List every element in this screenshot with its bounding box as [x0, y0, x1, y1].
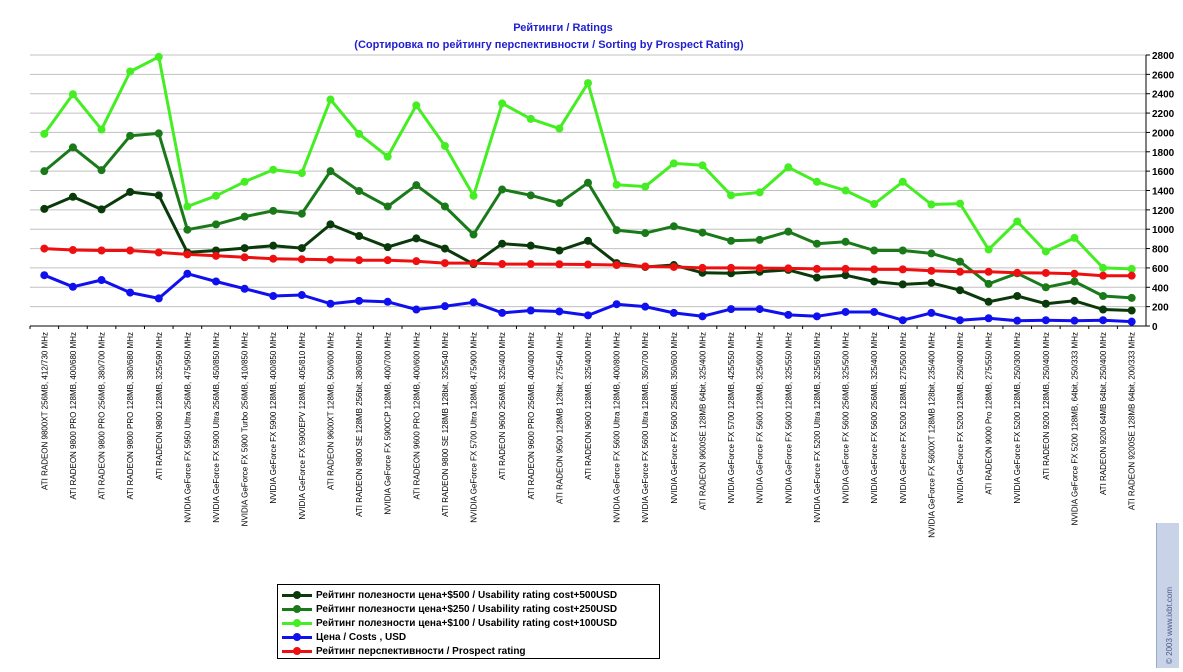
x-category-label: ATI RADEON 9600 128MB, 325/400 MHz: [584, 332, 593, 480]
data-point: [355, 187, 363, 195]
data-point: [441, 245, 449, 253]
data-point: [1099, 264, 1107, 272]
x-category-label: NVIDIA GeForce FX 5900 Turbo 256MB, 410/850 MHz: [240, 332, 250, 527]
data-point: [1042, 269, 1050, 277]
data-point: [441, 302, 449, 310]
data-point: [1042, 316, 1050, 324]
x-category-label: ATI RADEON 9200SE 128MB 64bit, 200/333 MHz: [1127, 332, 1137, 511]
x-category-label: ATI RADEON 9800XT 256MB, 412/730 MHz: [40, 332, 50, 490]
data-point: [985, 280, 993, 288]
data-point: [927, 279, 935, 287]
data-point: [899, 316, 907, 324]
data-point: [842, 308, 850, 316]
data-point: [183, 270, 191, 278]
legend-swatch: [282, 646, 312, 656]
data-point: [555, 307, 563, 315]
data-point: [985, 314, 993, 322]
data-point: [126, 67, 134, 75]
x-axis-categories: [30, 326, 1137, 538]
data-point: [155, 129, 163, 137]
data-point: [899, 247, 907, 255]
x-category-label: ATI RADEON 9800 PRO 128MB, 380/680 MHz: [126, 332, 136, 500]
data-point: [1013, 292, 1021, 300]
data-point: [384, 298, 392, 306]
x-category-label: ATI RADEON 9200 128MB, 250/400 MHz: [1041, 332, 1051, 480]
data-point: [641, 262, 649, 270]
data-point: [813, 178, 821, 186]
data-point: [527, 115, 535, 123]
data-point: [155, 294, 163, 302]
data-point: [69, 143, 77, 151]
data-point: [1070, 297, 1078, 305]
data-point: [584, 179, 592, 187]
x-category-label: NVIDIA GeForce FX 5200 Ultra 128MB, 325/650 MHz: [812, 332, 822, 523]
data-point: [40, 130, 48, 138]
x-category-label: ATI RADEON 9800 PRO 256MB, 380/700 MHz: [97, 332, 107, 500]
data-point: [842, 238, 850, 246]
legend-item: [282, 602, 655, 616]
data-point: [727, 237, 735, 245]
data-point: [98, 205, 106, 213]
data-point: [698, 312, 706, 320]
y-tick-label: 800: [1152, 244, 1169, 256]
data-point: [899, 280, 907, 288]
data-point: [126, 188, 134, 196]
data-point: [899, 265, 907, 273]
data-point: [269, 207, 277, 215]
data-point: [698, 264, 706, 272]
data-point: [212, 192, 220, 200]
data-point: [498, 240, 506, 248]
data-point: [756, 305, 764, 313]
data-point: [355, 232, 363, 240]
data-point: [98, 247, 106, 255]
data-point: [670, 263, 678, 271]
series-0: [40, 188, 1135, 315]
data-point: [1099, 292, 1107, 300]
data-point: [69, 193, 77, 201]
data-point: [241, 178, 249, 186]
data-point: [212, 252, 220, 260]
legend-label: Рейтинг перспективности / Prospect rating: [316, 645, 526, 657]
data-point: [1099, 306, 1107, 314]
x-category-label: NVIDIA GeForce FX 5900EPV 128MB, 405/810 MHz: [297, 332, 307, 520]
data-point: [756, 188, 764, 196]
legend-label: Рейтинг полезности цена+$250 / Usability rating cost+250USD: [316, 603, 618, 615]
legend-label: Рейтинг полезности цена+$100 / Usability rating cost+100USD: [316, 617, 618, 629]
data-point: [40, 205, 48, 213]
data-point: [1013, 317, 1021, 325]
legend-swatch: [282, 590, 312, 600]
legend-label: Цена / Costs , USD: [316, 631, 407, 643]
legend-label: Рейтинг полезности цена+$500 / Usability rating cost+500USD: [316, 589, 618, 601]
legend-swatch: [282, 618, 312, 628]
data-point: [40, 245, 48, 253]
data-point: [1070, 234, 1078, 242]
data-point: [584, 237, 592, 245]
data-point: [40, 167, 48, 175]
data-point: [441, 142, 449, 150]
x-category-label: ATI RADEON 9800 PRO 128MB, 400/680 MHz: [68, 332, 78, 500]
y-tick-label: 2600: [1152, 70, 1175, 82]
data-point: [784, 163, 792, 171]
y-tick-label: 2800: [1152, 51, 1175, 62]
data-point: [1013, 269, 1021, 277]
data-point: [183, 226, 191, 234]
legend-swatch: [282, 604, 312, 614]
data-point: [212, 277, 220, 285]
data-point: [756, 264, 764, 272]
data-point: [241, 244, 249, 252]
data-point: [784, 311, 792, 319]
y-tick-label: 400: [1152, 283, 1169, 295]
data-point: [527, 242, 535, 250]
data-point: [870, 265, 878, 273]
y-tick-label: 1000: [1152, 225, 1175, 237]
series-1: [40, 129, 1135, 302]
data-point: [784, 264, 792, 272]
data-point: [384, 256, 392, 264]
data-point: [927, 309, 935, 317]
x-category-label: ATI RADEON 9600 256MB, 325/400 MHz: [498, 331, 508, 480]
legend-swatch: [282, 632, 312, 642]
data-point: [98, 166, 106, 174]
data-point: [927, 201, 935, 209]
data-point: [870, 247, 878, 255]
x-category-label: ATI RADEON 9000 Pro 128MB, 275/550 MHz: [984, 332, 994, 495]
data-point: [584, 261, 592, 269]
data-point: [269, 292, 277, 300]
data-point: [613, 300, 621, 308]
legend-item: [282, 644, 655, 658]
data-point: [183, 250, 191, 258]
x-category-label: ATI RADEON 9800 SE 128MB 128bit, 325/540 MHz: [440, 332, 450, 517]
data-point: [269, 255, 277, 263]
data-point: [527, 260, 535, 268]
data-point: [69, 246, 77, 254]
x-category-label: ATI RADEON 9600XT 128MB, 500/600 MHz: [326, 332, 336, 490]
data-point: [498, 186, 506, 194]
data-point: [412, 181, 420, 189]
data-point: [584, 79, 592, 87]
y-tick-label: 0: [1152, 322, 1158, 333]
x-category-label: NVIDIA GeForce FX 5600 128MB, 325/600 MHz: [755, 332, 765, 504]
data-point: [69, 283, 77, 291]
y-tick-label: 600: [1152, 263, 1169, 275]
series-3: [40, 270, 1135, 326]
data-point: [470, 298, 478, 306]
data-point: [1042, 300, 1050, 308]
data-point: [155, 53, 163, 61]
data-point: [412, 101, 420, 109]
data-point: [441, 259, 449, 267]
data-point: [298, 169, 306, 177]
data-point: [641, 183, 649, 191]
x-category-label: NVIDIA GeForce FX 5600 256MB, 325/500 MHz: [841, 332, 851, 504]
data-point: [555, 125, 563, 133]
data-point: [870, 200, 878, 208]
data-point: [842, 265, 850, 273]
chart-title: Рейтинги / Ratings: [513, 22, 613, 34]
x-category-label: ATI RADEON 9800 SE 128MB 256bit, 380/680 MHz: [355, 331, 365, 517]
data-point: [641, 229, 649, 237]
data-point: [470, 192, 478, 200]
data-point: [69, 90, 77, 98]
data-point: [784, 228, 792, 236]
y-axis-ticks: [1146, 51, 1175, 333]
data-point: [613, 181, 621, 189]
data-point: [727, 305, 735, 313]
data-point: [355, 130, 363, 138]
y-tick-label: 1600: [1152, 167, 1175, 179]
data-point: [1099, 272, 1107, 280]
x-category-label: ATI RADEON 9600SE 128MB 64bit, 325/400 MHz: [698, 332, 708, 511]
data-point: [727, 191, 735, 199]
y-tick-label: 1200: [1152, 205, 1175, 217]
chart-subtitle: (Сортировка по рейтингу перспективности / Sorting by Prospect Rating): [354, 39, 744, 51]
data-point: [1070, 317, 1078, 325]
data-point: [470, 231, 478, 239]
data-point: [298, 291, 306, 299]
data-point: [241, 285, 249, 293]
x-category-label: NVIDIA GeForce FX 5700 128MB, 425/550 MHz: [727, 332, 737, 504]
x-category-label: ATI RADEON 9200 64MB 64bit, 250/400 MHz: [1099, 332, 1109, 496]
y-tick-label: 2200: [1152, 109, 1175, 121]
legend-item: [282, 630, 655, 644]
data-point: [498, 309, 506, 317]
data-point: [756, 236, 764, 244]
y-tick-label: 2400: [1152, 89, 1175, 101]
data-point: [384, 202, 392, 210]
data-point: [384, 243, 392, 251]
data-point: [927, 267, 935, 275]
data-point: [126, 132, 134, 140]
y-tick-label: 1800: [1152, 147, 1175, 159]
data-point: [1042, 247, 1050, 255]
x-category-label: ATI RADEON 9600 PRO 256MB, 400/400 MHz: [526, 332, 536, 500]
data-point: [956, 268, 964, 276]
data-point: [155, 191, 163, 199]
data-point: [527, 307, 535, 315]
data-point: [555, 247, 563, 255]
data-point: [470, 259, 478, 267]
data-point: [241, 213, 249, 221]
data-point: [670, 159, 678, 167]
watermark-text: © 2003 www.ixbt.com: [1165, 586, 1174, 664]
x-category-label: NVIDIA GeForce FX 5200 128MB, 275/500 MHz: [898, 332, 908, 504]
data-point: [698, 161, 706, 169]
data-point: [384, 153, 392, 161]
x-category-label: ATI RADEON 9600 PRO 128MB, 400/600 MHz: [412, 332, 422, 500]
data-point: [870, 308, 878, 316]
data-point: [813, 265, 821, 273]
data-point: [298, 210, 306, 218]
data-point: [584, 311, 592, 319]
data-point: [956, 258, 964, 266]
data-point: [813, 312, 821, 320]
x-category-label: NVIDIA GeForce FX 5600 256MB, 350/600 MHz: [669, 332, 679, 504]
data-point: [412, 306, 420, 314]
x-category-label: NVIDIA GeForce FX 5600 Ultra 128MB, 400/800 MHz: [612, 332, 622, 523]
x-category-label: NVIDIA GeForce FX 5600 128MB, 325/550 MHz: [784, 332, 794, 504]
data-point: [269, 242, 277, 250]
data-point: [613, 261, 621, 269]
x-category-label: NVIDIA GeForce FX 5200 128MB, 250/300 MHz: [1013, 331, 1023, 504]
data-point: [1128, 307, 1136, 315]
data-point: [927, 249, 935, 257]
x-category-label: NVIDIA GeForce FX 5600XT 128MB 128bit, 235/400 MHz: [927, 332, 937, 538]
data-point: [298, 244, 306, 252]
data-point: [1128, 272, 1136, 280]
data-point: [956, 200, 964, 208]
data-point: [412, 234, 420, 242]
data-point: [326, 96, 334, 104]
data-point: [813, 240, 821, 248]
x-category-label: NVIDIA GeForce FX 5200 128MB, 64bit, 250/333 MHz: [1070, 332, 1080, 526]
data-point: [555, 260, 563, 268]
data-point: [355, 256, 363, 264]
data-point: [670, 222, 678, 230]
data-point: [326, 167, 334, 175]
data-point: [269, 166, 277, 174]
x-category-label: NVIDIA GeForce FX 5950 Ultra 256MB, 475/950 MHz: [183, 332, 193, 523]
data-point: [1128, 294, 1136, 302]
x-category-label: NVIDIA GeForce FX 5900CP 128MB, 400/700 MHz: [383, 332, 393, 515]
data-point: [98, 276, 106, 284]
data-point: [1099, 316, 1107, 324]
data-point: [412, 257, 420, 265]
x-category-label: NVIDIA GeForce FX 5200 128MB, 250/400 MHz: [956, 332, 965, 504]
x-category-label: NVIDIA GeForce FX 5700 Ultra 128MB, 475/900 MHz: [469, 332, 479, 523]
data-point: [956, 316, 964, 324]
data-point: [1013, 217, 1021, 225]
data-point: [498, 260, 506, 268]
data-point: [670, 309, 678, 317]
watermark: [1156, 523, 1179, 668]
data-point: [298, 255, 306, 263]
data-point: [870, 277, 878, 285]
data-point: [1042, 283, 1050, 291]
data-point: [441, 202, 449, 210]
legend-item: [282, 588, 655, 602]
data-point: [555, 199, 563, 207]
data-point: [641, 303, 649, 311]
data-point: [985, 268, 993, 276]
x-category-label: ATI RADEON 9800 128MB, 325/590 MHz: [154, 332, 164, 480]
data-point: [1128, 318, 1136, 326]
data-point: [527, 191, 535, 199]
y-tick-label: 1400: [1152, 186, 1175, 198]
gridlines: [30, 55, 1146, 326]
data-point: [1070, 277, 1078, 285]
data-point: [241, 253, 249, 261]
data-point: [40, 271, 48, 279]
data-point: [727, 264, 735, 272]
data-point: [842, 187, 850, 195]
y-tick-label: 200: [1152, 302, 1169, 314]
chart-legend: [277, 584, 660, 659]
data-point: [985, 246, 993, 254]
x-category-label: NVIDIA GeForce FX 5600 Ultra 128MB, 350/700 MHz: [641, 332, 651, 523]
legend-item: [282, 616, 655, 630]
data-point: [899, 178, 907, 186]
x-category-label: ATI RADEON 9500 128MB 128bit, 275/540 MHz: [555, 332, 565, 504]
data-point: [956, 286, 964, 294]
data-point: [212, 220, 220, 228]
data-point: [326, 256, 334, 264]
data-point: [326, 300, 334, 308]
data-point: [126, 247, 134, 255]
data-point: [355, 297, 363, 305]
data-point: [98, 126, 106, 134]
data-point: [1070, 270, 1078, 278]
y-tick-label: 2000: [1152, 128, 1175, 140]
data-point: [126, 289, 134, 297]
data-point: [326, 220, 334, 228]
data-point: [985, 298, 993, 306]
data-point: [155, 248, 163, 256]
data-point: [698, 229, 706, 237]
data-point: [183, 202, 191, 210]
x-category-label: NVIDIA GeForce FX 5600 256MB, 325/400 MHz: [870, 331, 880, 504]
x-category-label: NVIDIA GeForce FX 5900 Ultra 256MB, 450/850 MHz: [212, 332, 221, 523]
data-point: [813, 274, 821, 282]
data-point: [498, 99, 506, 107]
x-category-label: NVIDIA GeForce FX 5900 128MB, 400/850 MHz: [269, 332, 279, 504]
data-point: [613, 226, 621, 234]
